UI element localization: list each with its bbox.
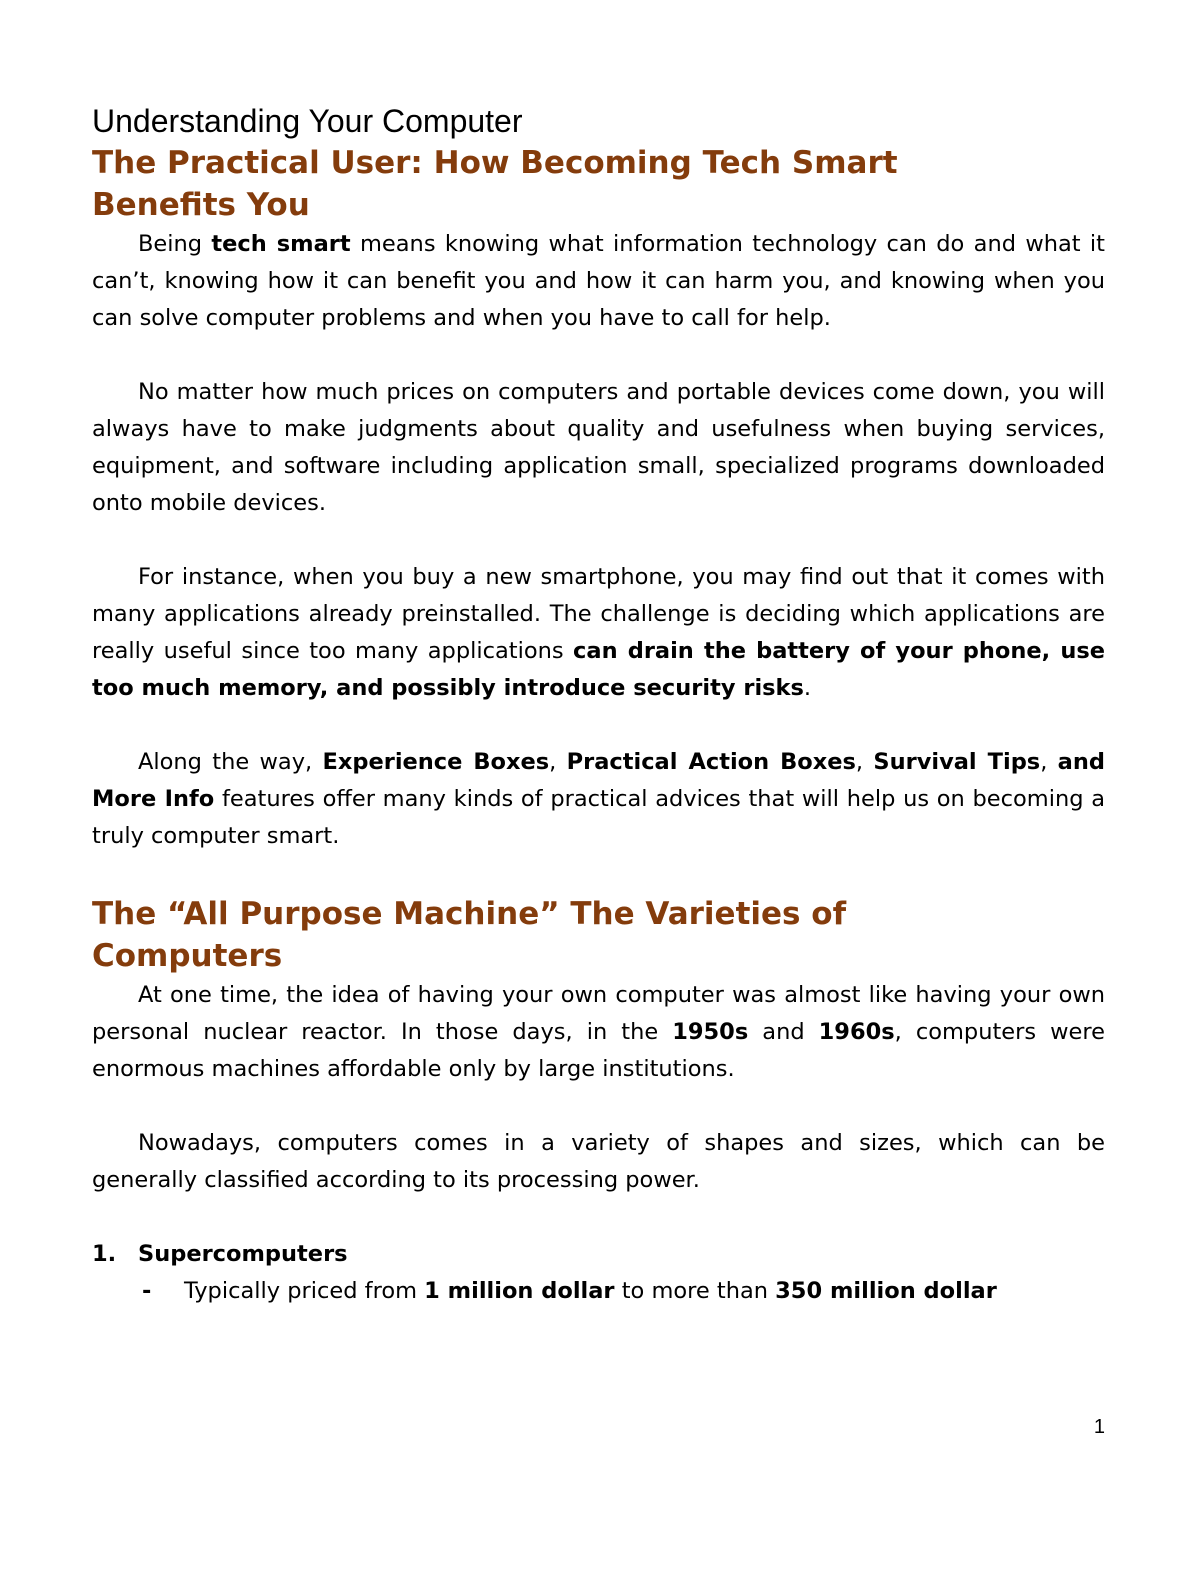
spacer: [92, 855, 1105, 893]
spacer: [92, 1088, 1105, 1125]
list-item-supercomputers: [92, 1236, 1105, 1273]
text-run: features offer many kinds of practical advices that will help us on becoming a truly computer smart.: [92, 786, 1105, 849]
bold-run: tech smart: [211, 231, 351, 257]
text-run: ,: [549, 749, 567, 775]
text-run: Along the way,: [138, 749, 323, 775]
heading-line: Computers: [92, 938, 283, 974]
text-run: For instance, when you buy a new smartphone, you may find out that it comes with many applications already preinstalled. The challenge is deciding which applications are really useful since too many applications: [92, 564, 1105, 664]
paragraph-prices: No matter how much prices on computers and portable devices come down, you will always have to make judgments about quality and usefulness when buying services, equipment, and software including application small, specialized programs downloaded onto mobile devices.: [92, 379, 1105, 516]
document-body: [92, 100, 1105, 1310]
page-number: 1: [1093, 1416, 1105, 1438]
section-heading-practical-user: [92, 142, 1105, 226]
list-item-label: Supercomputers: [138, 1241, 348, 1267]
bold-run: Survival Tips: [873, 749, 1041, 775]
section-heading-all-purpose-machine: [92, 893, 1105, 977]
spacer: [92, 707, 1105, 744]
paragraph-nowadays: Nowadays, computers comes in a variety of shapes and sizes, which can be generally classified according to its processing power.: [92, 1130, 1105, 1193]
subitem-text: [184, 1273, 1105, 1310]
heading-line: The “All Purpose Machine” The Varieties of: [92, 896, 847, 932]
spacer: [92, 1199, 1105, 1236]
bold-run: 1960s: [818, 1019, 895, 1045]
text-run: , computers were enormous machines affordable only by large institutions.: [92, 1019, 1105, 1082]
bold-run: 1 million dollar: [424, 1278, 615, 1304]
paragraph-smartphone: [92, 559, 1105, 707]
paragraph-features: [92, 744, 1105, 855]
spacer: [92, 337, 1105, 374]
bold-run: Experience Boxes: [322, 749, 550, 775]
text-run: to more than: [614, 1278, 776, 1304]
text-run: Typically priced from: [184, 1278, 425, 1304]
bold-run: Practical Action Boxes: [566, 749, 856, 775]
text-run: .: [803, 675, 812, 701]
bold-run: can drain the battery of your phone, use too much memory, and possibly introduce security risks: [92, 638, 1105, 701]
text-run: ,: [855, 749, 874, 775]
paragraph-history: [92, 977, 1105, 1088]
bold-run: and More Info: [92, 749, 1105, 812]
document-title: Understanding Your Computer: [92, 103, 523, 139]
bold-run: 1950s: [672, 1019, 749, 1045]
text-run: and: [748, 1019, 819, 1045]
heading-line: The Practical User: How Becoming Tech Smart: [92, 145, 898, 181]
text-run: Being: [138, 231, 212, 257]
text-run: ,: [1040, 749, 1058, 775]
bold-run: 350 million dollar: [775, 1278, 997, 1304]
dash-bullet: -: [142, 1278, 152, 1304]
spacer: [92, 522, 1105, 559]
list-number: 1.: [92, 1241, 117, 1267]
text-run: means knowing what information technology can do and what it can’t, knowing how it can benefit you and how it can harm you, and knowing when you can solve computer problems and when you have to call for help.: [92, 231, 1105, 331]
paragraph-tech-smart: [92, 226, 1105, 337]
text-run: At one time, the idea of having your own computer was almost like having your own personal nuclear reactor. In those days, in the: [92, 982, 1105, 1045]
list-subitem-price: [92, 1273, 1105, 1310]
heading-line: Benefits You: [92, 187, 310, 223]
